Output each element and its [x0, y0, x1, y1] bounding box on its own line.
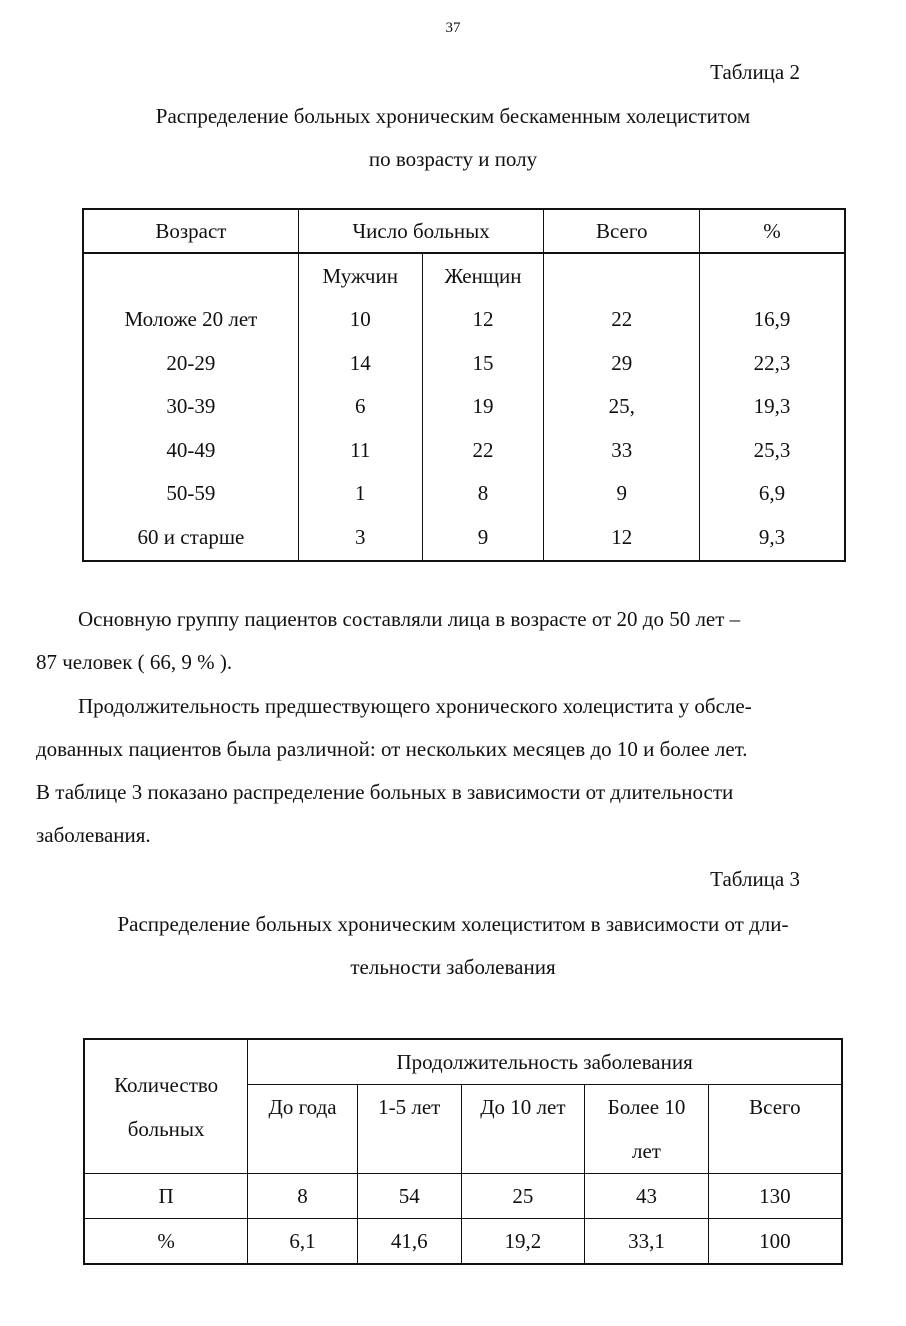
percent-cell: 6,9: [699, 472, 845, 516]
empty-cell: [83, 253, 298, 298]
empty-cell: [699, 253, 845, 298]
paragraph-line: заболевания.: [36, 823, 151, 847]
patient-count-header: [84, 1039, 248, 1174]
lt10-cell: 19,2: [461, 1219, 585, 1265]
row-label: П: [84, 1174, 248, 1219]
lt1-header: До года: [248, 1085, 358, 1174]
women-cell: 8: [422, 472, 544, 516]
total-header: Всего: [544, 209, 700, 253]
men-cell: 11: [298, 429, 422, 473]
paragraph-text: Продолжительность предшествующего хронического холецистита у обсле-: [78, 694, 752, 718]
men-cell: 14: [298, 342, 422, 386]
age-cell: 30-39: [166, 394, 216, 419]
paragraph-duration: [36, 685, 872, 857]
paragraph-line: [36, 598, 872, 641]
y1-5-header: 1-5 лет: [357, 1085, 461, 1174]
men-cell: 1: [298, 472, 422, 516]
duration-header: Продолжительность заболевания: [248, 1039, 842, 1085]
table-row: [83, 429, 845, 473]
gt10-cell: 33,1: [585, 1219, 709, 1265]
table2-label: Таблица 2: [710, 60, 800, 84]
table-row: [83, 342, 845, 386]
paragraph-line: дованных пациентов была различной: от нескольких месяцев до 10 и более лет.: [36, 737, 748, 761]
empty-cell: [544, 253, 700, 298]
total-cell: 12: [544, 516, 700, 561]
percent-cell: 9,3: [699, 516, 845, 561]
total-cell: 130: [708, 1174, 842, 1219]
gt10-cell: 43: [585, 1174, 709, 1219]
table-row: [84, 1219, 842, 1265]
table3-caption: [60, 903, 846, 989]
total-cell: 25,: [544, 385, 700, 429]
table-row: [84, 1174, 842, 1219]
paragraph-text: Основную группу пациентов составляли лица в возрасте от 20 до 50 лет –: [78, 607, 741, 631]
women-cell: 9: [422, 516, 544, 561]
women-cell: 22: [422, 429, 544, 473]
total-cell: 22: [544, 298, 700, 342]
gt10-header: [585, 1085, 709, 1174]
paragraph-line: 87 человек ( 66, 9 % ).: [36, 650, 233, 674]
paragraph-main-group: [36, 598, 872, 684]
table2-caption-line2: по возрасту и полу: [368, 147, 538, 171]
men-cell: 10: [298, 298, 422, 342]
table-row: [83, 385, 845, 429]
total-cell: 100: [708, 1219, 842, 1265]
total-cell: 9: [544, 472, 700, 516]
y1-5-cell: 54: [357, 1174, 461, 1219]
percent-cell: 19,3: [699, 385, 845, 429]
total-header: Всего: [708, 1085, 842, 1174]
duration-table: [83, 1038, 843, 1265]
lt10-cell: 25: [461, 1174, 585, 1219]
table3-label: Таблица 3: [710, 867, 800, 891]
gt10-line2: лет: [632, 1139, 661, 1163]
age-header: Возраст: [83, 209, 298, 253]
women-cell: 19: [422, 385, 544, 429]
row-label: %: [84, 1219, 248, 1265]
women-cell: 15: [422, 342, 544, 386]
y1-5-cell: 41,6: [357, 1219, 461, 1265]
women-cell: 12: [422, 298, 544, 342]
table2-header-row: [83, 209, 845, 253]
men-cell: 3: [298, 516, 422, 561]
percent-cell: 22,3: [699, 342, 845, 386]
total-cell: 29: [544, 342, 700, 386]
patient-count-header: Число больных: [298, 209, 544, 253]
lt10-header: До 10 лет: [461, 1085, 585, 1174]
table3-header-row: [84, 1039, 842, 1085]
age-cell: 50-59: [166, 481, 216, 506]
table3-caption-line1: Распределение больных хроническим холециститом в зависимости от дли-: [117, 912, 789, 936]
table-row: [83, 298, 845, 342]
paragraph-line: [36, 685, 872, 728]
age-cell: 60 и старше: [137, 524, 245, 549]
percent-cell: 16,9: [699, 298, 845, 342]
count-label-line1: Количество: [114, 1072, 219, 1097]
table2-caption-line1: Распределение больных хроническим бескаменным холециститом: [155, 104, 751, 128]
table2-caption: [60, 95, 846, 181]
table3-caption-line2: тельности заболевания: [350, 955, 556, 979]
table2-subheader-row: [83, 253, 845, 298]
page-number: 37: [445, 20, 461, 36]
men-header: Мужчин: [298, 253, 422, 298]
count-label-line2: больных: [127, 1116, 205, 1141]
percent-cell: 25,3: [699, 429, 845, 473]
age-cell: Моложе 20 лет: [124, 307, 258, 331]
age-cell: 40-49: [166, 437, 216, 462]
men-cell: 6: [298, 385, 422, 429]
age-sex-table: [82, 208, 846, 562]
lt1-cell: 8: [248, 1174, 358, 1219]
percent-header: %: [699, 209, 845, 253]
table-row: [83, 472, 845, 516]
total-cell: 33: [544, 429, 700, 473]
gt10-line1: Более 10: [607, 1095, 686, 1119]
table-row: [83, 516, 845, 561]
lt1-cell: 6,1: [248, 1219, 358, 1265]
paragraph-line: В таблице 3 показано распределение больных в зависимости от длительности: [36, 780, 734, 804]
age-cell: 20-29: [166, 350, 216, 375]
women-header: Женщин: [422, 253, 544, 298]
